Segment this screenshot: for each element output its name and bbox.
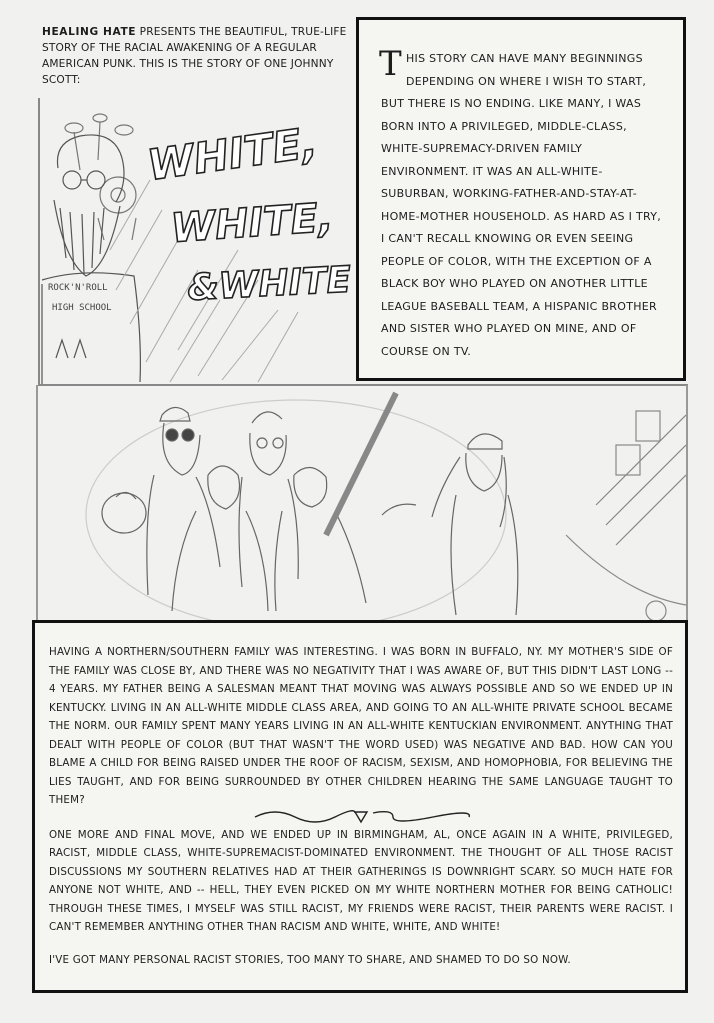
shirt-text-line2: HIGH SCHOOL — [52, 303, 112, 313]
title-and-white: &WHITE — [186, 259, 353, 309]
little-league-team-illustration — [36, 385, 686, 620]
childhood-paragraph-1: HAVING A NORTHERN/SOUTHERN FAMILY WAS INTERESTING. I WAS BORN IN BUFFALO, NY. MY MOTHER'S SIDE OF THE FAMILY WAS CLOSE BY, AND THERE WAS NO NEGATIVITY THAT I WAS AWARE OF, BUT THIS DIDN'T LAST LONG -- 4 YEARS. MY FATHER BEING A SALESMAN MEANT THAT MOVING WAS ALWAYS POSSIBLE AND SO WE ENDED UP IN KENTUCKY. LIVING IN AN ALL-WHITE MIDDLE CLASS AREA, AND GOING TO AN ALL-WHITE PRIVATE SCHOOL BECAME THE NORM. OUR FAMILY SPENT MANY YEARS LIVING IN AN ALL-WHITE KENTUCKIAN ENVIRONMENT. ANYTHING THAT DEALT WITH PEOPLE OF COLOR (BUT THAT WASN'T THE WORD USED) WAS NEGATIVE AND BAD. HOW CAN YOU BLAME A CHILD FOR BEING RAISED UNDER THE ROOF OF RACISM, SEXISM, AND HOMOPHOBIA, FOR BELIEVING THE LIES TAUGHT, AND FOR BEING SURROUNDED BY OTHER CHILDREN HEARING THE SAME LANGUAGE TAUGHT TO THEM? — [49, 646, 673, 806]
story-caption-box — [356, 17, 686, 381]
childhood-paragraph-3: I'VE GOT MANY PERSONAL RACIST STORIES, TOO MANY TO SHARE, AND SHAMED TO DO SO NOW. — [49, 953, 571, 966]
childhood-caption-box — [32, 620, 688, 993]
drum-kit-drawing — [65, 114, 136, 240]
intro-caption — [42, 24, 360, 88]
intro-text: PRESENTS THE BEAUTIFUL, TRUE-LIFE STORY OF THE RACIAL AWAKENING OF A REGULAR AMERICAN PUNK. THIS IS THE STORY OF ONE JOHNNY SCOTT: — [42, 26, 347, 86]
title-white-2: WHITE, — [169, 194, 335, 252]
story-text: HIS STORY CAN HAVE MANY BEGINNINGS DEPENDING ON WHERE I WISH TO START, BUT THERE IS NO ENDING. LIKE MANY, I WAS BORN INTO A PRIVILEGED, MIDDLE-CLASS, WHITE-SUPREMACY-DRIVEN FAMILY ENVIRONMENT. IT WAS AN ALL-WHITE-SUBURBAN, WORKING-FATHER-AND-STAY-AT-HOME-MOTHER HOUSEHOLD. AS HARD AS I TRY, I CAN'T RECALL KNOWING OR EVEN SEEING PEOPLE OF COLOR, WITH THE EXCEPTION OF A BLACK BOY WHO PLAYED ON ANOTHER LITTLE LEAGUE BASEBALL TEAM, A HISPANIC BROTHER AND SISTER WHO PLAYED ON MINE, AND OF COURSE ON TV. — [381, 52, 662, 358]
father-figure-drawing — [239, 412, 298, 587]
story-dropcap: T — [379, 44, 402, 84]
shirt-text-line1: ROCK'N'ROLL — [48, 283, 108, 293]
flourish-ornament-icon — [251, 808, 471, 826]
kid-left-figure-drawing — [172, 466, 268, 611]
bleachers-drawing — [566, 411, 686, 620]
childhood-paragraph-2: ONE MORE AND FINAL MOVE, AND WE ENDED UP IN BIRMINGHAM, AL, ONCE AGAIN IN A WHITE, PRIVILEGED, RACIST, MIDDLE CLASS, WHITE-SUPREMACIST-DOMINATED ENVIRONMENT. THE THOUGHT OF ALL THOSE RACIST DISCUSSIONS MY SOUTHERN RELATIVES HAD AT THEIR GATHERINGS IS DOWNRIGHT SCARY. SO MUCH HATE FOR ANYONE NOT WHITE, AND -- HELL, THEY EVEN PICKED ON MY WHITE NORTHERN MOTHER FOR BEING CATHOLIC! THROUGH THESE TIMES, I MYSELF WAS STILL RACIST, MY FRIENDS WERE RACIST, THEIR PARENTS WERE RACIST. I CAN'T REMEMBER ANYTHING OTHER THAN RACISM AND WHITE, WHITE, AND WHITE! — [49, 828, 673, 933]
title-white-1: WHITE, — [144, 117, 321, 190]
decorative-divider — [49, 808, 673, 826]
coach-figure-drawing — [102, 407, 220, 595]
intro-brand: HEALING HATE — [42, 26, 137, 38]
girl-figure-drawing — [382, 434, 518, 615]
punk-figure-drawing — [42, 135, 140, 384]
punk-portrait-illustration — [38, 100, 356, 384]
mid-panel-right-border — [686, 385, 688, 621]
